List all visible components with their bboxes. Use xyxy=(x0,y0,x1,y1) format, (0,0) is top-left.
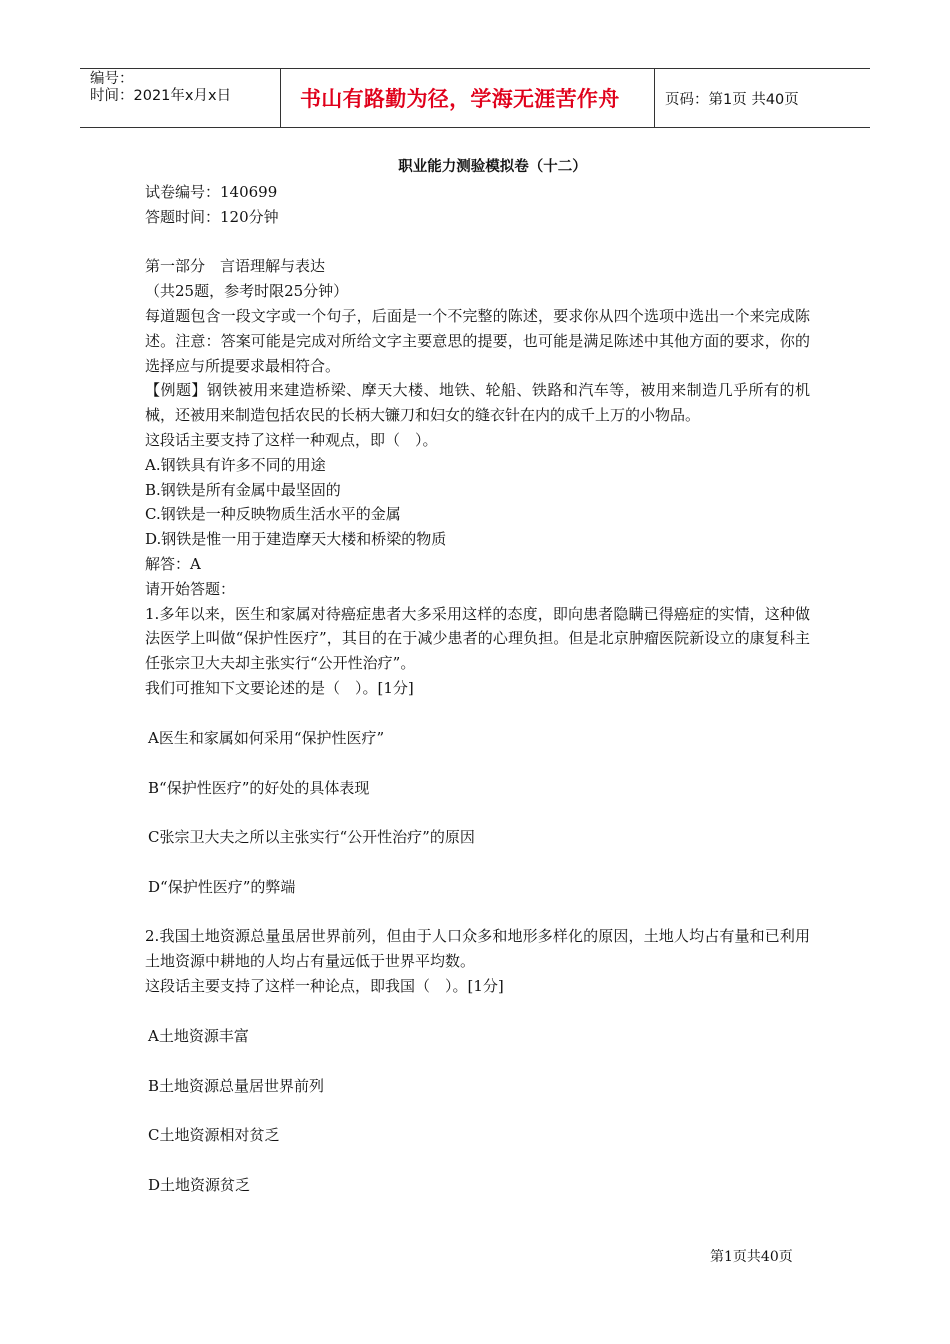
example-answer: 解答：A xyxy=(145,554,201,573)
question-2-option-b: B土地资源总量居世界前列 xyxy=(148,1076,325,1095)
time-label: 时间：2021年x月x日 xyxy=(90,88,232,104)
motto: 书山有路勤为径，学海无涯苦作舟 xyxy=(281,69,655,127)
question-1-option-a: A医生和家属如何采用“保护性医疗” xyxy=(148,728,385,747)
question-1-option-d: D“保护性医疗”的弊端 xyxy=(148,878,296,897)
number-label: 编号： xyxy=(90,71,134,87)
question-1-option-b: B“保护性医疗”的好处的具体表现 xyxy=(148,778,370,797)
header-page-info: 页码：第1页 共40页 xyxy=(665,91,799,108)
document-title: 职业能力测验模拟卷（十二） xyxy=(398,158,587,175)
start-prompt: 请开始答题： xyxy=(145,579,236,598)
section-info: （共25题，参考时限25分钟） xyxy=(145,282,349,301)
question-2-prompt: 这段话主要支持了这样一种论点，即我国（ ）。[1分] xyxy=(145,977,504,996)
question-1-option-c: C张宗卫大夫之所以主张实行“公开性治疗”的原因 xyxy=(148,828,475,847)
instructions: 每道题包含一段文字或一个句子，后面是一个不完整的陈述，要求你从四个选项中选出一个来完成陈述。注意：答案可能是完成对所给文字主要意思的提要，也可能是满足陈述中其他方面的要求，你的选择应与所提要求最相符合。 xyxy=(145,306,810,375)
question-2-option-c: C土地资源相对贫乏 xyxy=(148,1126,280,1145)
example-question: 这段话主要支持了这样一种观点，即（ ）。 xyxy=(145,430,438,449)
header-meta xyxy=(80,69,281,127)
paper-number: 试卷编号：140699 xyxy=(145,183,278,201)
page-header xyxy=(80,68,870,128)
duration: 答题时间：120分钟 xyxy=(145,207,279,226)
question-2-option-a: A土地资源丰富 xyxy=(148,1026,249,1045)
question-2-option-d: D土地资源贫乏 xyxy=(148,1176,251,1195)
example-option-d: D.钢铁是惟一用于建造摩天大楼和桥梁的物质 xyxy=(145,530,447,549)
section-title: 第一部分 言语理解与表达 xyxy=(145,257,326,276)
page-footer: 第1页共40页 xyxy=(710,1249,793,1265)
example-text: 【例题】钢铁被用来建造桥梁、摩天大楼、地铁、轮船、铁路和汽车等，被用来制造几乎所有的机械，还被用来制造包括农民的长柄大镰刀和妇女的缝衣针在内的成千上万的小物品。 xyxy=(145,381,810,425)
document-body xyxy=(145,154,810,1198)
question-2-stem: 2.我国土地资源总量虽居世界前列，但由于人口众多和地形多样化的原因，土地人均占有量和已利用土地资源中耕地的人均占有量远低于世界平均数。 xyxy=(145,927,810,971)
question-1-prompt: 我们可推知下文要论述的是（ ）。[1分] xyxy=(145,678,414,697)
question-1-stem: 1.多年以来，医生和家属对待癌症患者大多采用这样的态度，即向患者隐瞒已得癌症的实情，这种做法医学上叫做“保护性医疗”，其目的在于减少患者的心理负担。但是北京肿瘤医院新设立的康复科主任张宗卫大夫却主张实行“公开性治疗”。 xyxy=(145,604,810,673)
example-option-c: C.钢铁是一种反映物质生活水平的金属 xyxy=(145,505,401,524)
example-option-a: A.钢铁具有许多不同的用途 xyxy=(145,455,326,474)
example-option-b: B.钢铁是所有金属中最坚固的 xyxy=(145,480,341,499)
